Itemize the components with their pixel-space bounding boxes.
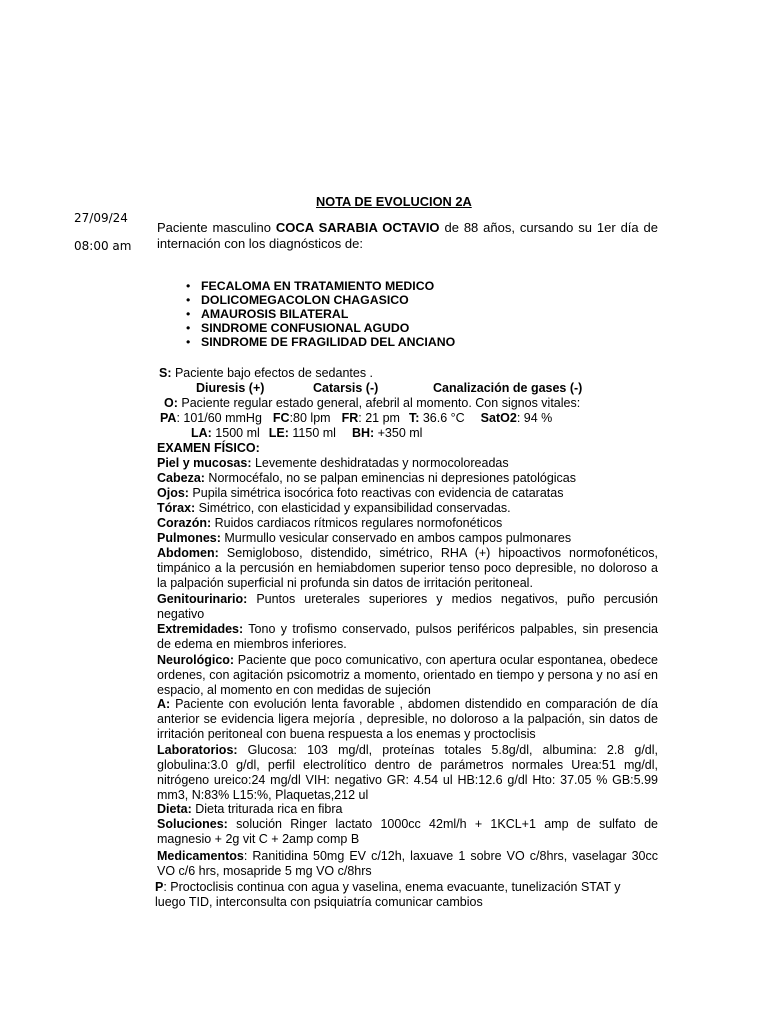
solutions-paragraph: Soluciones: solución Ringer lactato 1000cc 42ml/h + 1KCL+1 amp de sulfato de magnesio + 2g vit C + 2amp comp B (157, 817, 658, 846)
page-title: NOTA DE EVOLUCION 2A (316, 194, 472, 209)
exam-genitourinario: Genitourinario: Puntos ureterales superiores y medios negativos, puño percusión negativo (157, 592, 658, 621)
exam-extremidades: Extremidades: Tono y trofismo conservado, pulsos periféricos palpables, sin presencia de edema en miembros inferiores. (157, 622, 658, 651)
diagnosis-item: • DOLICOMEGACOLON CHAGASICO (186, 293, 455, 307)
intro-paragraph: Paciente masculino COCA SARABIA OCTAVIO de 88 años, cursando su 1er día de internación con los diagnósticos de: (157, 220, 659, 251)
exam-piel: Piel y mucosas: Levemente deshidratadas y normocoloreadas (157, 456, 509, 470)
flag-gases: Canalización de gases (-) (433, 381, 583, 395)
labs-paragraph: Laboratorios: Glucosa: 103 mg/dl, proteínas totales 5.8g/dl, albumina: 2.8 g/dl, globulina:3.0 g/dl, perfil electrolítico dentro de parámetros normales Urea:51 mg/dl, nitrógeno ureico:24 mg/dl VIH: negativo GR: 4.54 ul HB:12.6 g/dl Hto: 37.05 % GB:5.99 mm3, N:83% L15:%, Plaquetas,212 ul (157, 743, 658, 802)
note-date: 27/09/24 (74, 211, 128, 225)
note-time: 08:00 am (74, 239, 132, 253)
exam-abdomen: Abdomen: Semigloboso, distendido, simétrico, RHA (+) hipoactivos normofonéticos, timpánico a la percusión en hemiabdomen superior tenso poco depresible, no doloroso a la palpación superficial ni profunda sin datos de irritación peritoneal. (157, 546, 658, 590)
exam-neurologico: Neurológico: Paciente que poco comunicativo, con apertura ocular espontanea, obedece ordenes, con agitación psicomotriz a momento, orientado en tiempo y persona y no así en espacio, al momento en con medidas de sujeción (157, 653, 658, 697)
diagnosis-item: • AMAUROSIS BILATERAL (186, 307, 455, 321)
exam-cabeza: Cabeza: Normocéfalo, no se palpan eminencias ni depresiones patológicas (157, 471, 576, 485)
diet-line: Dieta: Dieta triturada rica en fibra (157, 802, 343, 816)
flag-diuresis: Diuresis (+) (196, 381, 265, 395)
diagnosis-list (186, 279, 455, 349)
medications-paragraph: Medicamentos: Ranitidina 50mg EV c/12h, laxuave 1 sobre VO c/8hrs, vaselagar 30cc VO c/6 hrs, mosapride 5 mg VO c/8hrs (157, 849, 658, 878)
exam-corazon: Corazón: Ruidos cardiacos rítmicos regulares normofonéticos (157, 516, 503, 530)
subjective-line: S: Paciente bajo efectos de sedantes . (159, 366, 374, 380)
diagnosis-item: • FECALOMA EN TRATAMIENTO MEDICO (186, 279, 455, 293)
patient-name: COCA SARABIA OCTAVIO (275, 220, 440, 235)
exam-heading: EXAMEN FÍSICO: (157, 441, 260, 455)
diagnosis-item: • SINDROME DE FRAGILIDAD DEL ANCIANO (186, 335, 455, 349)
plan-paragraph: P: Proctoclisis continua con agua y vaselina, enema evacuante, tunelización STAT y luego TID, interconsulta con psiquiatría comunicar cambios (155, 880, 621, 909)
exam-pulmones: Pulmones: Murmullo vesicular conservado en ambos campos pulmonares (157, 531, 572, 545)
exam-ojos: Ojos: Pupila simétrica isocórica foto reactivas con evidencia de cataratas (157, 486, 564, 500)
vitals-line-1: PA: 101/60 mmHg FC:80 lpm FR: 21 pm T: 36.6 °C SatO2: 94 % (160, 411, 553, 425)
exam-torax: Tórax: Simétrico, con elasticidad y expansibilidad conservadas. (157, 501, 511, 515)
diagnosis-item: • SINDROME CONFUSIONAL AGUDO (186, 321, 455, 335)
objective-line: O: Paciente regular estado general, afebril al momento. Con signos vitales: (164, 396, 581, 410)
assessment-paragraph: A: Paciente con evolución lenta favorable , abdomen distendido en comparación de día anterior se evidencia ligera mejoría , depresible, no doloroso a la palpación, sin datos de irritación peritoneal con buena respuesta a los enemas y proctoclisis (157, 697, 658, 741)
vitals-line-2: LA: 1500 ml LE: 1150 ml BH: +350 ml (191, 426, 423, 440)
flag-catarsis: Catarsis (-) (313, 381, 379, 395)
